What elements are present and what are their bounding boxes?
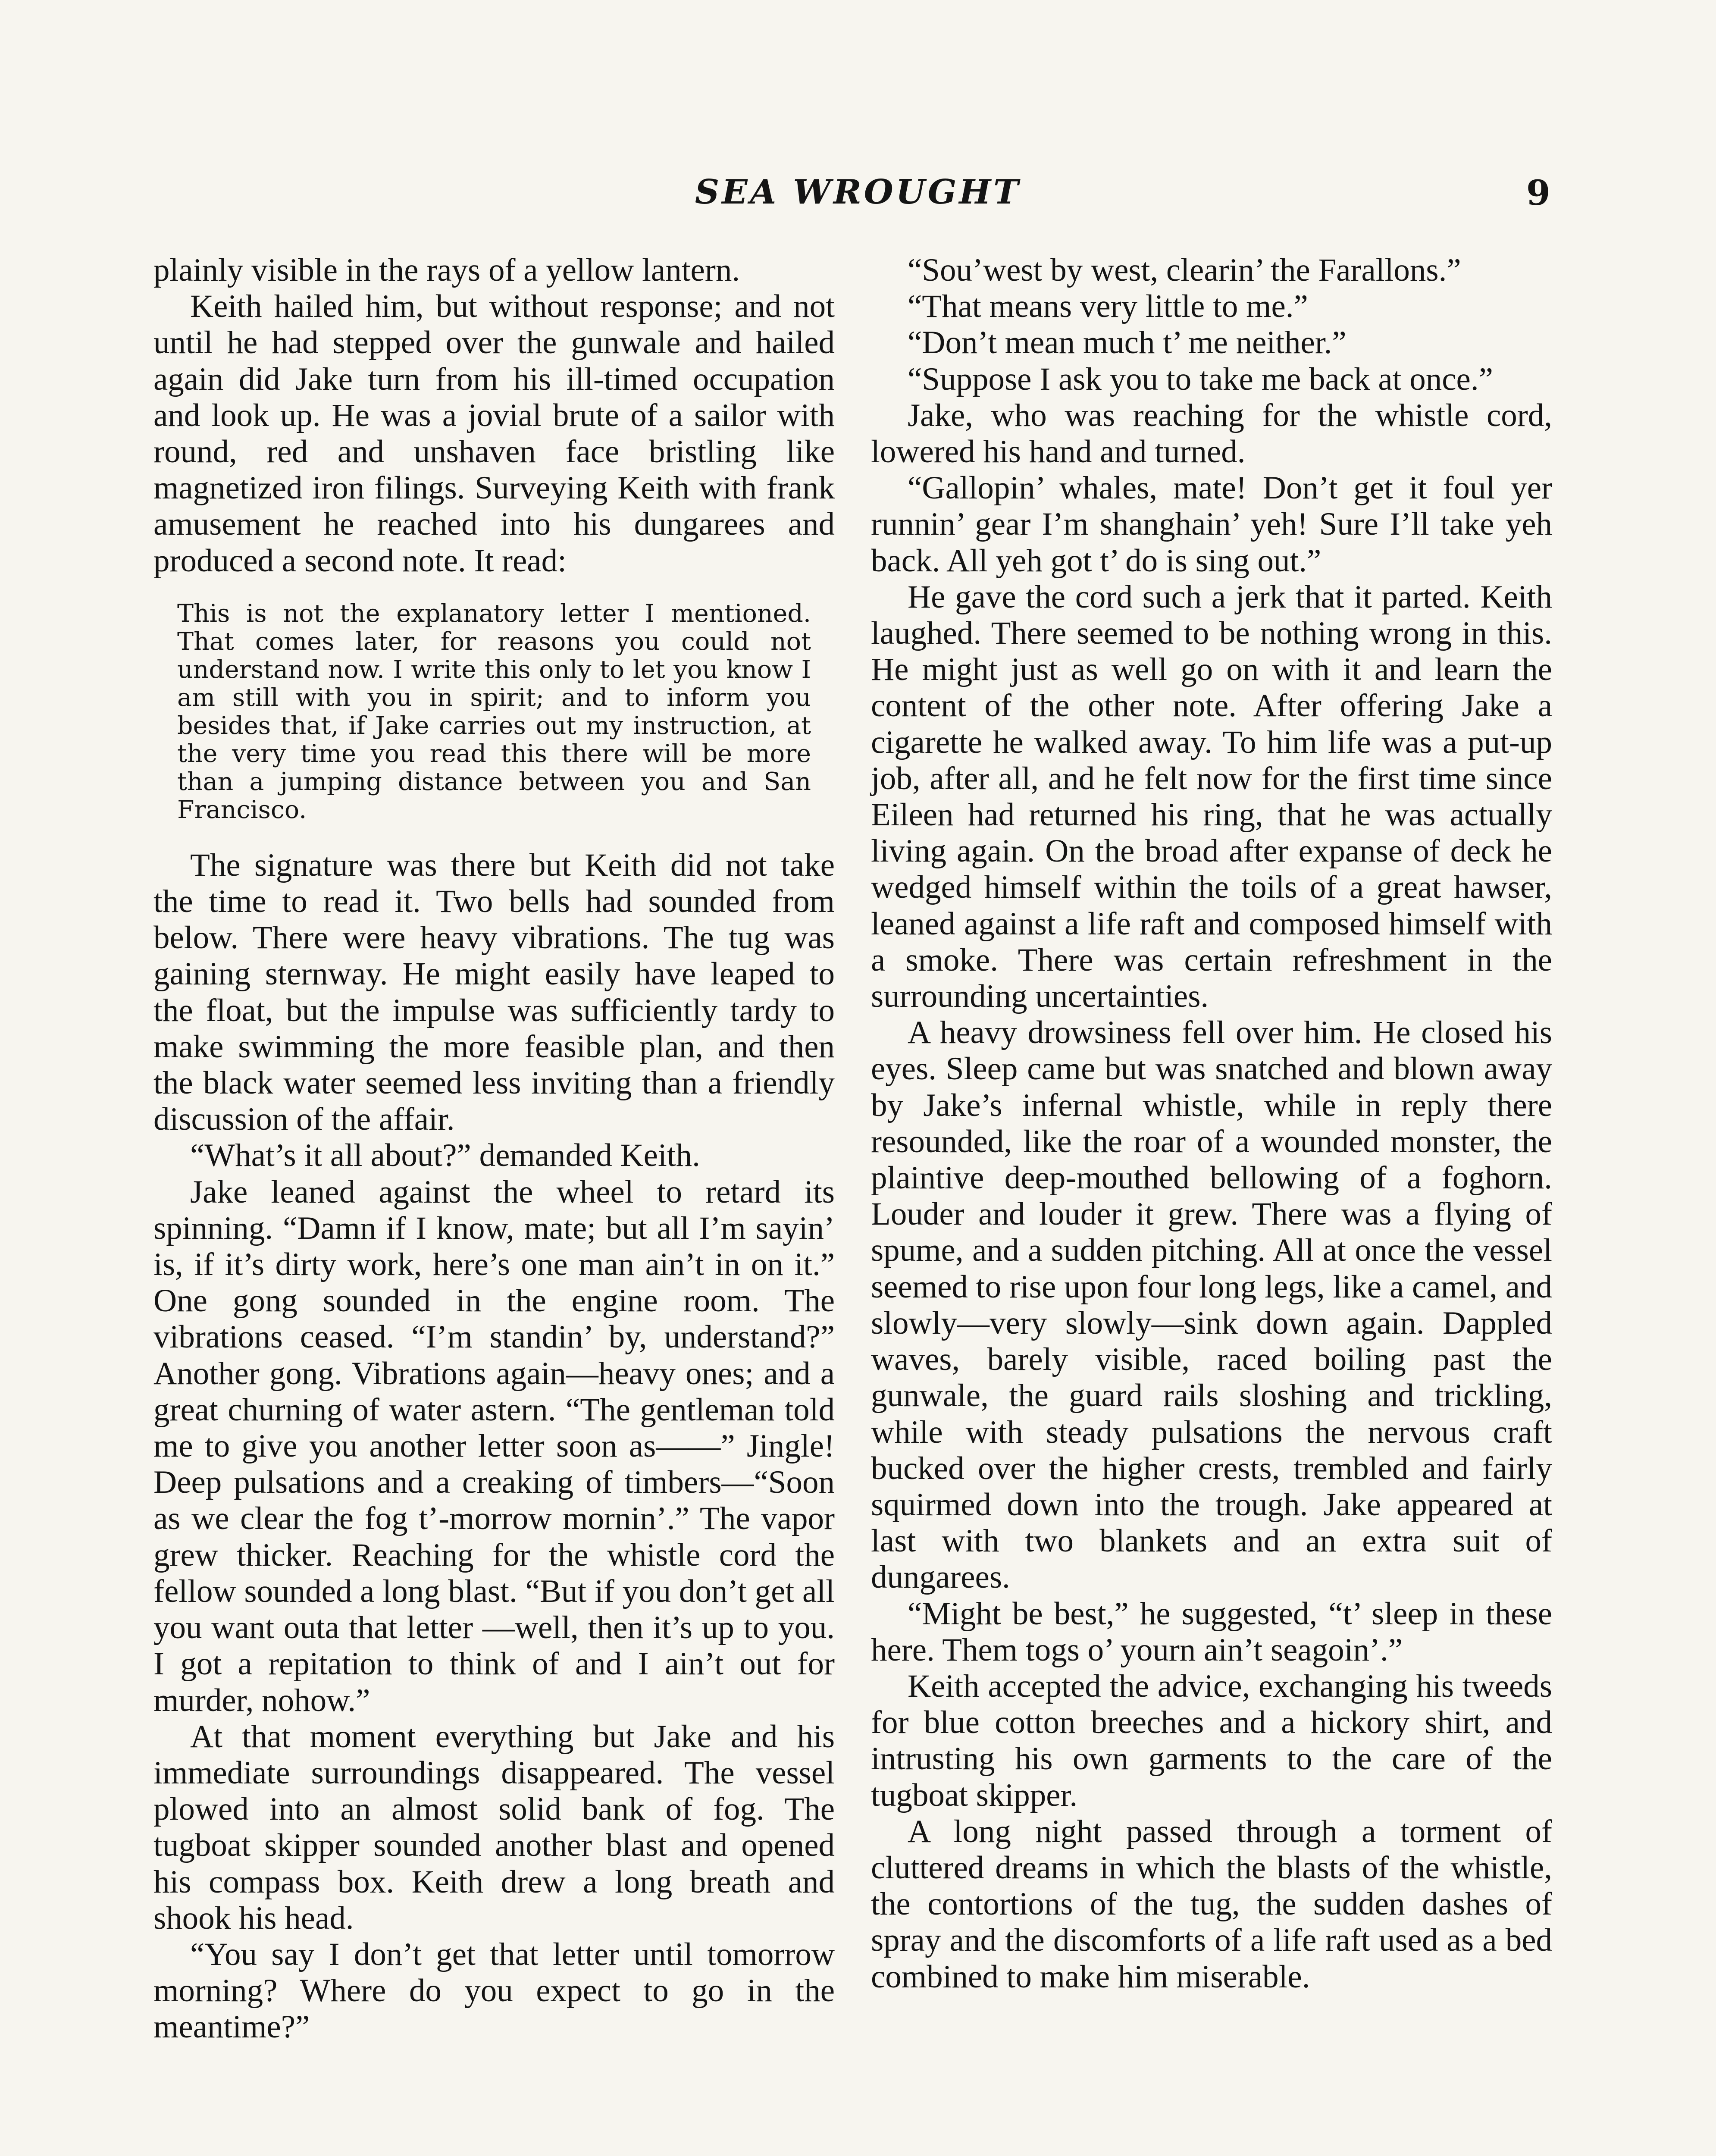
left-column [153,252,835,2046]
running-head [0,172,1716,224]
paragraph: A heavy drowsiness fell over him. He closed his eyes. Sleep came but was snatched and blown away by Jake’s infernal whistle, while in reply there resounded, like the roar of a wounded monster, the plaintive deep-mouthed bellowing of a foghorn. Louder and louder it grew. There was a flying of spume, and a sudden pitching. All at once the vessel seemed to rise upon four long legs, like a camel, and slowly—very slowly—sink down again. Dappled waves, barely visible, raced boiling past the gunwale, the guard rails sloshing and trickling, while with steady pulsations the nervous craft bucked over the higher crests, trembled and fairly squirmed down into the trough. Jake appeared at last with two blankets and an extra suit of dungarees. [871,1015,1552,1595]
paragraph: “Might be best,” he suggested, “t’ sleep in these here. Them togs o’ yourn ain’t seagoin’.” [871,1595,1552,1668]
paragraph: plainly visible in the rays of a yellow lantern. [153,252,740,288]
right-column [871,252,1552,1995]
paragraph: Jake, who was reaching for the whistle cord, lowered his hand and turned. [871,397,1552,470]
paragraph: “Suppose I ask you to take me back at once.” [908,361,1493,397]
paragraph: Keith accepted the advice, exchanging his tweeds for blue cotton breeches and a hickory shirt, and intrusting his own garments to the care of the tugboat skipper. [871,1668,1552,1813]
paragraph: “What’s it all about?” demanded Keith. [190,1138,700,1174]
paragraph: “Sou’west by west, clearin’ the Farallons.” [908,252,1461,288]
paragraph: The signature was there but Keith did not take the time to read it. Two bells had sounded from below. There were heavy vibrations. The tug was gaining sternway. He might easily have leaped to the float, but the impulse was sufficiently tardy to make swimming the more feasible plan, and then the black water seemed less inviting than a friendly discussion of the affair. [153,847,835,1138]
paragraph: At that moment everything but Jake and his immediate surroundings disappeared. The vessel plowed into an almost solid bank of fog. The tugboat skipper sounded another blast and opened his compass box. Keith drew a long breath and shook his head. [153,1718,835,1936]
paragraph: Keith hailed him, but without response; and not until he had stepped over the gunwale and hailed again did Jake turn from his ill-timed occupation and look up. He was a jovial brute of a sailor with round, red and unshaven face bristling like magnetized iron filings. Surveying Keith with frank amusement he reached into his dungarees and produced a second note. It read: [153,288,835,579]
paragraph: “That means very little to me.” [908,288,1308,325]
paragraph: “Gallopin’ whales, mate! Don’t get it foul yer runnin’ gear I’m shanghain’ yeh! Sure I’ll take yeh back. All yeh got t’ do is sing out.” [871,470,1552,579]
page-number: 9 [1526,172,1550,213]
paragraph: A long night passed through a torment of cluttered dreams in which the blasts of the whistle, the contortions of the tug, the sudden dashes of spray and the discomforts of a life raft used as a bed combined to make him miserable. [871,1813,1552,1995]
note-text: This is not the explanatory letter I mentioned. That comes later, for reasons you could not understand now. I write this only to let you know I am still with you in spirit; and to inform you besides that, if Jake carries out my instruction, at the very time you read this there will be more than a jumping distance between you and San Francisco. [177,599,811,824]
paragraph: He gave the cord such a jerk that it parted. Keith laughed. There seemed to be nothing wrong in this. He might just as well go on with it and learn the content of the other note. After offering Jake a cigarette he walked away. To him life was a put-up job, after all, and he felt now for the first time since Eileen had returned his ring, that he was actually living again. On the broad after expanse of deck he wedged himself within the toils of a great hawser, leaned against a life raft and composed himself with a smoke. There was certain refreshment in the surrounding uncertainties. [871,579,1552,1015]
paragraph: Jake leaned against the wheel to retard its spinning. “Damn if I know, mate; but all I’m sayin’ is, if it’s dirty work, here’s one man ain’t in on it.” One gong sounded in the engine room. The vibrations ceased. “I’m standin’ by, understand?” Another gong. Vibrations again—heavy ones; and a great churning of water astern. “The gentleman told me to give you another letter soon as——” Jingle! Deep pulsations and a creaking of timbers—“Soon as we clear the fog t’-morrow mornin’.” The vapor grew thicker. Reaching for the whistle cord the fellow sounded a long blast. “But if you don’t get all you want outa that letter —well, then it’s up to you. I got a repitation to think of and I ain’t out for murder, nohow.” [153,1174,835,1718]
paragraph: “You say I don’t get that letter until tomorrow morning? Where do you expect to go in the meantime?” [153,1936,835,2045]
quoted-note [153,600,835,824]
running-title: SEA WROUGHT [695,172,1021,212]
paragraph: “Don’t mean much t’ me neither.” [908,325,1346,361]
